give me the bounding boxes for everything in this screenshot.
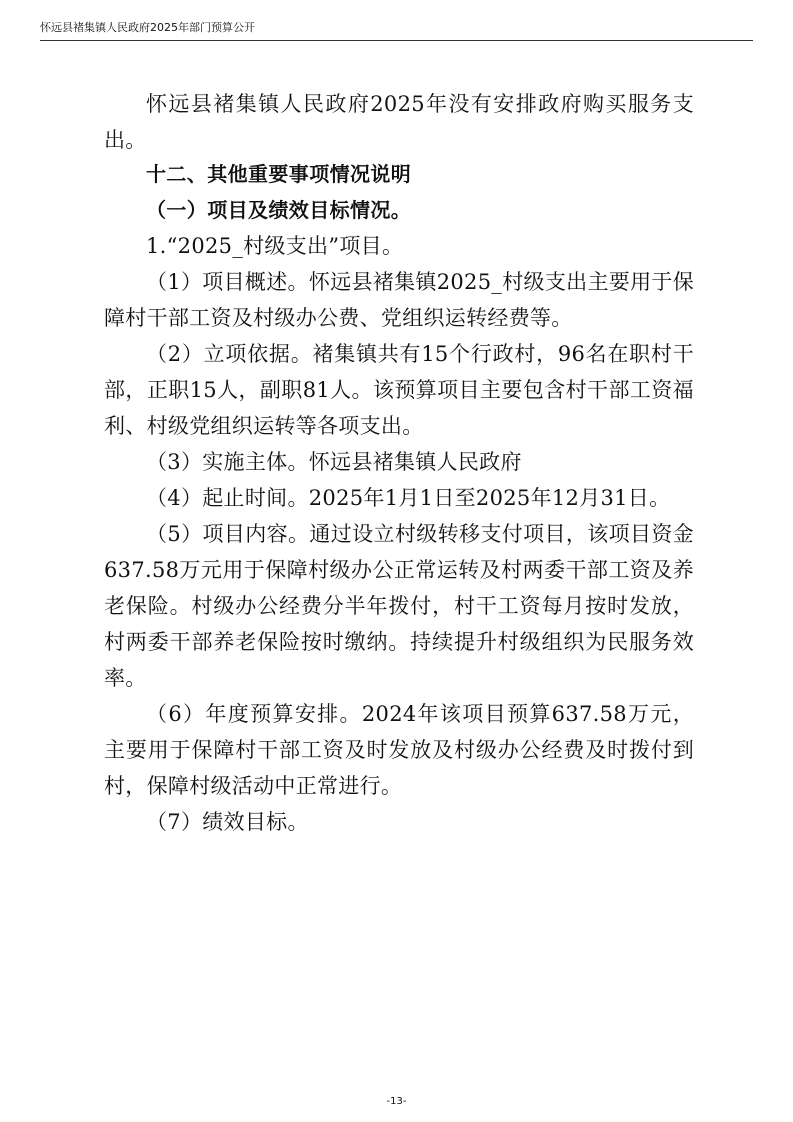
header-divider (40, 40, 753, 41)
paragraph-content: （5）项目内容。通过设立村级转移支付项目，该项目资金637.58万元用于保障村级办公正常运转及村两委干部工资及养老保险。村级办公经费分半年拨付，村干工资每月按时发放，村两委干部养老保险按时缴纳。持续提升村级组织为民服务效率。 (104, 522, 694, 690)
paragraph-basis: （2）立项依据。褚集镇共有15个行政村，96名在职村干部，正职15人，副职81人。该预算项目主要包含村干部工资福利、村级党组织运转等各项支出。 (104, 342, 694, 438)
paragraph-timeframe: （4）起止时间。2025年1月1日至2025年12月31日。 (146, 486, 671, 510)
subsection-heading: （一）项目及绩效目标情况。 (146, 198, 412, 222)
item-heading: 1.“2025_村级支出”项目。 (146, 234, 404, 258)
body-text-block-1 (104, 86, 694, 158)
paragraph-purchase-services: 怀远县褚集镇人民政府2025年没有安排政府购买服务支出。 (104, 92, 694, 152)
body-text-block-2 (104, 156, 694, 840)
paragraph-budget: （6）年度预算安排。2024年该项目预算637.58万元，主要用于保障村干部工资及时发放及村级办公经费及时拨付到村，保障村级活动中正常进行。 (104, 702, 694, 798)
paragraph-implementer: （3）实施主体。怀远县褚集镇人民政府 (146, 450, 522, 474)
section-heading: 十二、其他重要事项情况说明 (146, 162, 412, 186)
paragraph-goals: （7）绩效目标。 (146, 810, 309, 834)
page-number: -13- (386, 1096, 407, 1107)
paragraph-overview: （1）项目概述。怀远县褚集镇2025_村级支出主要用于保障村干部工资及村级办公费、党组织运转经费等。 (104, 270, 694, 330)
running-header: 怀远县褚集镇人民政府2025年部门预算公开 (40, 21, 255, 34)
